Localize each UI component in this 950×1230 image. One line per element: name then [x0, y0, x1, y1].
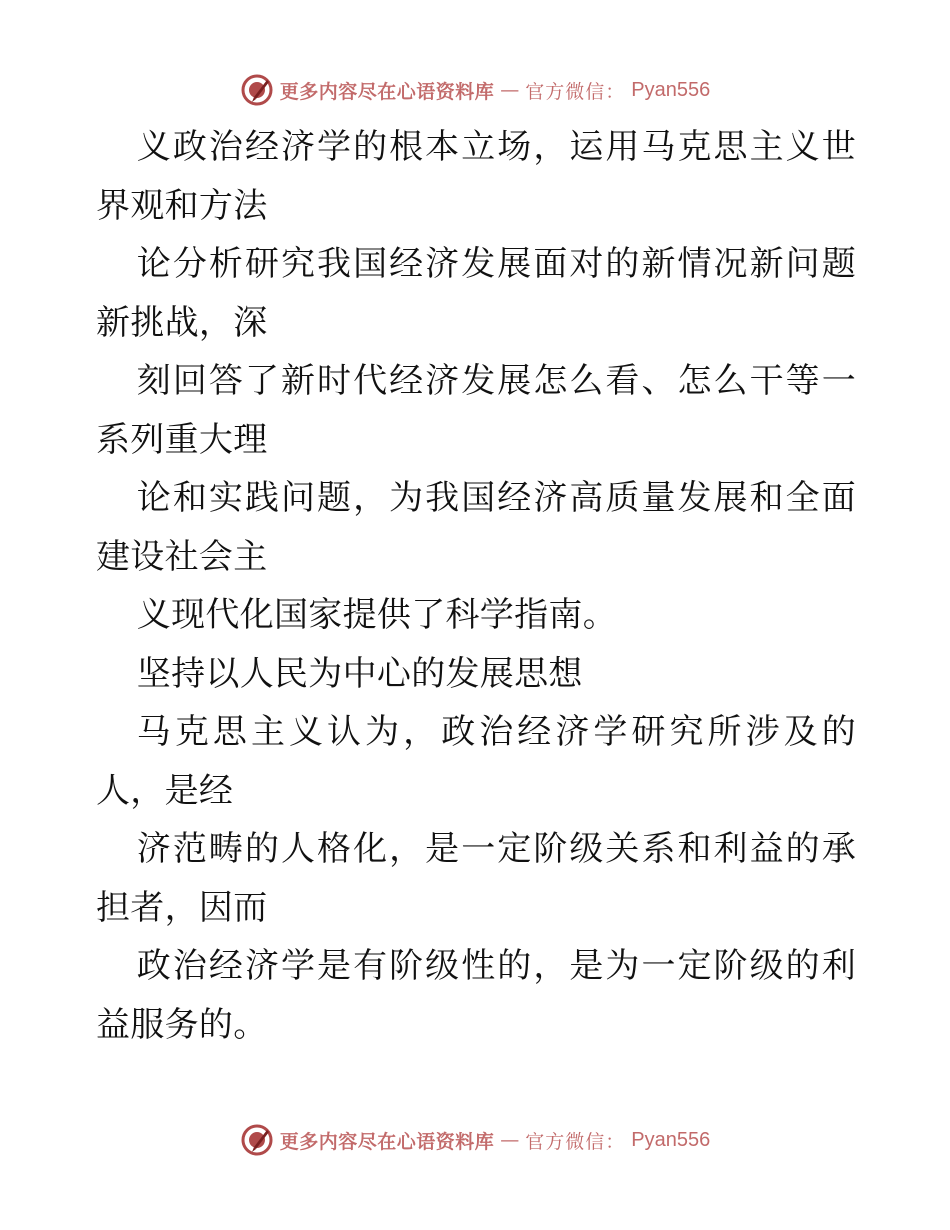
footer-separator: —	[500, 1129, 520, 1151]
paragraph-2: 论分析研究我国经济发展面对的新情况新问题新挑战，深	[96, 244, 856, 343]
paragraph-3: 刻回答了新时代经济发展怎么看、怎么干等一系列重大理	[96, 361, 856, 460]
paragraph-8: 政治经济学是有阶级性的，是为一定阶级的利益服务的。	[96, 946, 856, 1045]
paragraph-6: 马克思主义认为，政治经济学研究所涉及的人，是经	[96, 712, 856, 811]
paragraph-1: 义政治经济学的根本立场，运用马克思主义世界观和方法	[96, 127, 856, 226]
pen-quill-logo-icon	[240, 1123, 274, 1157]
section-heading: 坚持以人民为中心的发展思想	[136, 653, 583, 694]
header-brand-text: 更多内容尽在心语资料库	[279, 80, 495, 103]
footer-brand-text: 更多内容尽在心语资料库	[279, 1130, 495, 1153]
header-official-label: 官方微信：	[525, 80, 626, 103]
footer-official-label: 官方微信：	[525, 1130, 626, 1153]
paragraph-7: 济范畴的人格化，是一定阶级关系和利益的承担者，因而	[96, 829, 856, 928]
header-wechat-id: Pyan556	[631, 78, 711, 101]
paragraph-4: 论和实践问题，为我国经济高质量发展和全面建设社会主	[96, 478, 856, 577]
pen-quill-logo-icon	[240, 73, 274, 107]
header-separator: —	[500, 79, 520, 101]
document-body	[96, 118, 856, 1054]
header-watermark	[0, 70, 950, 110]
footer-watermark	[0, 1120, 950, 1160]
footer-wechat-id: Pyan556	[631, 1128, 711, 1151]
paragraph-5: 义现代化国家提供了科学指南。	[136, 595, 617, 635]
